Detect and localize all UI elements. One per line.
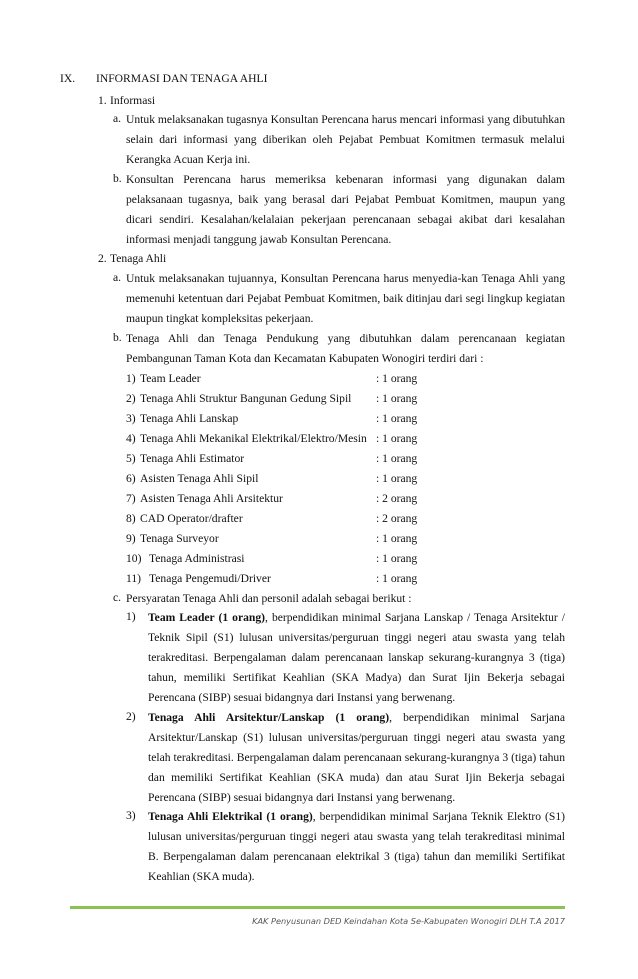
requirement-role: Tenaga Ahli Elektrikal (1 orang) <box>148 810 313 823</box>
subsection-number: 2. <box>98 252 107 265</box>
requirement-text <box>148 708 565 808</box>
requirement-text <box>148 807 565 887</box>
staff-row <box>126 549 426 569</box>
footer-text: KAK Penyusunan DED Keindahan Kota Se-Kabupaten Wonogiri DLH T.A 2017 <box>252 916 565 926</box>
staff-number: 10) <box>126 552 142 565</box>
staff-row <box>126 489 426 509</box>
item-text: Konsultan Perencana harus memeriksa kebenaran informasi yang digunakan dalam pelaksanaan tugasnya, baik yang berasal dari Pejabat Pembuat Komitmen, maupun yang dicari sendiri. Kesalahan/kelalaian pekerjaan perencanaan sebagai akibat dari kesalahan informasi menjadi tanggung jawab Konsultan Perencana. <box>126 173 565 246</box>
staff-label: Tenaga Surveyor <box>140 532 219 545</box>
requirement-text <box>148 608 565 708</box>
item-marker: a. <box>113 271 122 284</box>
requirement-item <box>126 807 565 887</box>
staff-label: Tenaga Ahli Lanskap <box>140 412 239 425</box>
staff-qty: : 1 orang <box>376 412 418 425</box>
staff-number: 7) <box>126 492 136 505</box>
staff-number: 11) <box>126 572 142 585</box>
staff-number: 2) <box>126 392 136 405</box>
staff-row <box>126 389 426 409</box>
staff-number: 8) <box>126 512 136 525</box>
requirement-number: 1) <box>126 610 136 623</box>
item-marker: b. <box>113 172 122 185</box>
staff-label: Tenaga Ahli Struktur Bangunan Gedung Sipil <box>140 392 352 405</box>
staff-label: Tenaga Ahli Mekanikal Elektrikal/Elektro/Mesin <box>140 432 367 445</box>
staff-qty: : 1 orang <box>376 572 418 585</box>
staff-label: Tenaga Administrasi <box>149 552 245 565</box>
staff-label: Asisten Tenaga Ahli Sipil <box>140 472 259 485</box>
staff-qty: : 1 orang <box>376 532 418 545</box>
item-text: Untuk melaksanakan tugasnya Konsultan Perencana harus mencari informasi yang dibutuhkan selain dari informasi yang diberikan oleh Pejabat Pembuat Komitmen termasuk melalui Kerangka Acuan Kerja ini. <box>126 113 565 166</box>
staff-label: Tenaga Pengemudi/Driver <box>149 572 271 585</box>
requirement-number: 3) <box>126 809 136 822</box>
staff-qty: : 1 orang <box>376 432 418 445</box>
requirement-role: Tenaga Ahli Arsitektur/Lanskap (1 orang) <box>148 711 390 724</box>
informasi-item-b <box>113 170 565 250</box>
staff-qty: : 2 orang <box>376 492 418 505</box>
tenaga-ahli-item-c <box>113 589 565 609</box>
staff-row <box>126 409 426 429</box>
subsection-title: Tenaga Ahli <box>110 252 167 265</box>
staff-row <box>126 369 426 389</box>
requirement-item <box>126 608 565 708</box>
subsection-number: 1. <box>98 94 107 107</box>
requirement-description: , berpendidikan minimal Sarjana Lanskap / Tenaga Arsitektur / Teknik Sipil (S1) lulusan universitas/perguruan tinggi negeri atau swasta yang telah terakreditasi. Berpengalaman dalam perencanaan lanskap sekurang-kurangnya 3 (tiga) tahun, memiliki Sertifikat Keahlian (SKA Madya) dan Surat Ijin Bekerja sebagai Perencana (SIBP) sesuai bidangnya dari Instansi yang berwenang. <box>148 611 565 704</box>
staff-row <box>126 509 426 529</box>
staff-qty: : 2 orang <box>376 512 418 525</box>
staff-qty: : 1 orang <box>376 472 418 485</box>
staff-label: Asisten Tenaga Ahli Arsitektur <box>140 492 283 505</box>
staff-row <box>126 529 426 549</box>
staff-row <box>126 569 426 589</box>
item-text: Tenaga Ahli dan Tenaga Pendukung yang dibutuhkan dalam perencanaan kegiatan Pembangunan Taman Kota dan Kecamatan Kabupaten Wonogiri terdiri dari : <box>126 332 565 365</box>
item-marker: b. <box>113 331 122 344</box>
item-text: Untuk melaksanakan tujuannya, Konsultan Perencana harus menyedia-kan Tenaga Ahli yang memenuhi ketentuan dari Pejabat Pembuat Komitmen, baik ditinjau dari segi lingkup kegiatan maupun tingkat kompleksitas pekerjaan. <box>126 272 565 325</box>
staff-qty: : 1 orang <box>376 392 418 405</box>
staff-label: Tenaga Ahli Estimator <box>140 452 245 465</box>
staff-qty: : 1 orang <box>376 372 418 385</box>
section-title: INFORMASI DAN TENAGA AHLI <box>96 72 268 85</box>
section-number: IX. <box>60 72 76 85</box>
staff-number: 5) <box>126 452 136 465</box>
item-marker: c. <box>113 591 122 604</box>
staff-row <box>126 449 426 469</box>
staff-number: 1) <box>126 372 136 385</box>
tenaga-ahli-item-a <box>113 269 565 329</box>
item-marker: a. <box>113 112 122 125</box>
staff-row <box>126 429 426 449</box>
staff-qty: : 1 orang <box>376 452 418 465</box>
requirement-number: 2) <box>126 710 136 723</box>
requirement-role: Team Leader (1 orang) <box>148 611 266 624</box>
tenaga-ahli-item-b <box>113 329 565 369</box>
staff-label: CAD Operator/drafter <box>140 512 243 525</box>
staff-number: 4) <box>126 432 136 445</box>
requirement-description: , berpendidikan minimal Sarjana Arsitektur/Lanskap (S1) lulusan universitas/perguruan tinggi negeri atau swasta yang telah terakreditasi. Berpengalaman dalam perencanaan sekurang-kurangnya 3 (tiga) tahun dan memiliki Sertifikat Keahlian (SKA muda) dan atau Surat Ijin Bekerja sebagai Perencana (SIBP) sesuai bidangnya dari Instansi yang berwenang. <box>148 711 566 804</box>
staff-qty: : 1 orang <box>376 552 418 565</box>
footer-divider <box>70 906 565 909</box>
requirement-item <box>126 708 565 808</box>
informasi-item-a <box>113 110 565 170</box>
item-text: Persyaratan Tenaga Ahli dan personil adalah sebagai berikut : <box>126 592 412 605</box>
staff-number: 6) <box>126 472 136 485</box>
staff-row <box>126 469 426 489</box>
subsection-title: Informasi <box>110 94 156 107</box>
staff-number: 9) <box>126 532 136 545</box>
requirement-description: , berpendidikan minimal Sarjana Teknik Elektro (S1) lulusan universitas/perguruan tinggi negeri atau swasta yang telah terakreditasi minimal B. Berpengalaman dalam perencanaan elektrikal 3 (tiga) tahun dan memiliki Sertifikat Keahlian (SKA muda). <box>148 810 565 883</box>
staff-label: Team Leader <box>140 372 201 385</box>
staff-number: 3) <box>126 412 136 425</box>
